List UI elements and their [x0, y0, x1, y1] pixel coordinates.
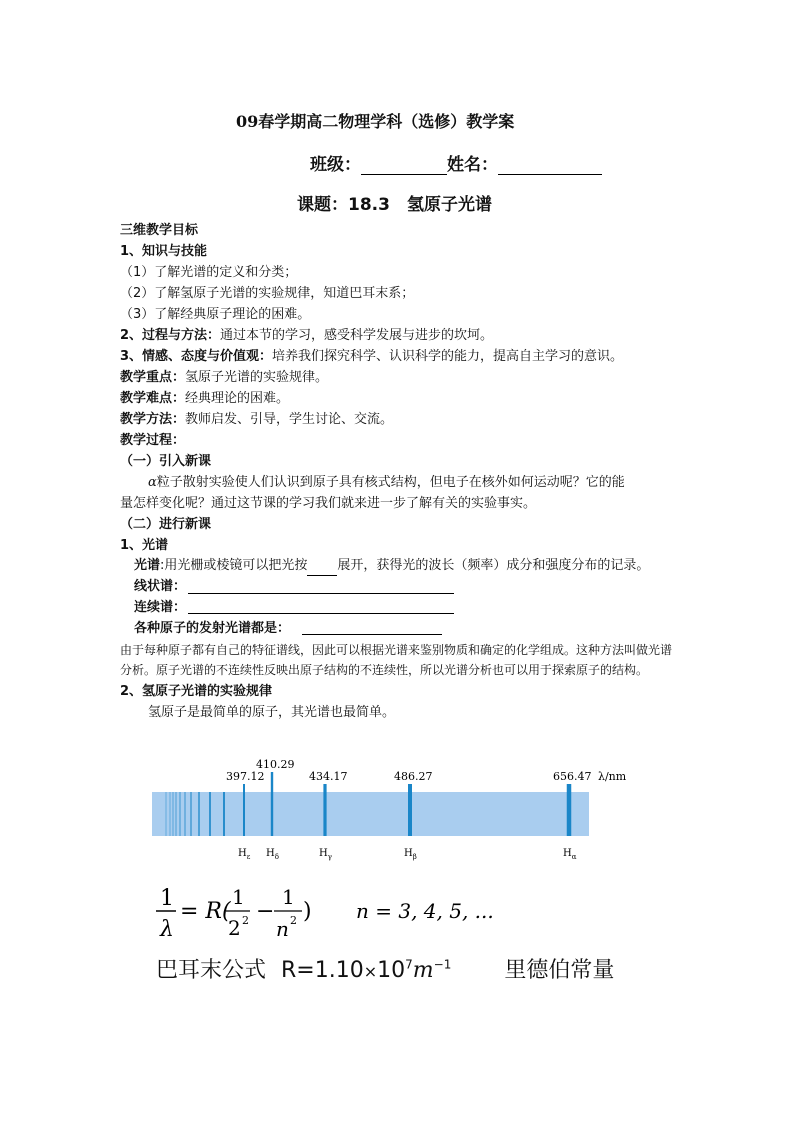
goal-attitude-text: 培养我们探究科学、认识科学的能力，提高自主学习的意识。 — [272, 349, 624, 364]
formula-minus: − — [256, 899, 275, 924]
process-label: 教学过程： — [120, 433, 186, 448]
goal-process-text: 通过本节的学习，感受科学发展与进步的坎坷。 — [220, 328, 494, 343]
f1-numerator: 1 — [232, 885, 245, 909]
spectrum-blank[interactable] — [307, 575, 337, 576]
wavelength-unit: λ/nm — [598, 770, 627, 783]
spectrum-definition — [134, 556, 649, 576]
difficulty-text: 经典理论的困难。 — [185, 391, 290, 406]
goal-item-2: （2）了解氢原子光谱的实验规律，知道巴耳末系； — [120, 286, 415, 301]
hydrogen-spectrum-figure — [0, 752, 794, 872]
f2-numerator: 1 — [282, 885, 295, 909]
line-spectrum-label: 线状谱： — [134, 579, 187, 594]
unit-exponent: −1 — [433, 957, 452, 972]
topic-label: 课题： — [297, 195, 348, 215]
goal-knowledge-heading: 1、知识与技能 — [120, 244, 208, 259]
section1-para-line1 — [148, 473, 625, 493]
name-blank[interactable] — [498, 174, 602, 175]
teaching-difficulty — [120, 389, 289, 409]
line-label-h-alpha: $H_\alpha$ — [563, 848, 577, 861]
focus-label: 教学重点： — [120, 370, 186, 385]
formula-n-range: n = 3, 4, 5, ... — [356, 899, 494, 923]
goal-attitude-label: 3、情感、态度与价值观： — [120, 349, 273, 364]
wavelength-label-656: 656.47 — [553, 770, 592, 783]
line-spectrum-blank[interactable] — [188, 593, 454, 594]
continuous-spectrum-blank[interactable] — [188, 613, 454, 614]
spectrum-band — [152, 792, 589, 836]
section2-para-line2: 分析。原子光谱的不连续性反映出原子结构的不连续性，所以光谱分析也可以用于探索原子的结构。 — [120, 663, 649, 677]
line-label-h-delta: $H_\delta$ — [266, 848, 279, 861]
f1-denominator: 2 — [228, 916, 241, 940]
line-label-h-gamma: $H_\gamma$ — [319, 848, 332, 861]
subsection-hydrogen: 2、氢原子光谱的实验规律 — [120, 684, 273, 699]
line-label-h-beta: $H_\beta$ — [404, 848, 417, 861]
spectrum-label: 光谱 — [134, 558, 161, 573]
subsection-spectrum: 1、光谱 — [120, 538, 169, 553]
line-label-h-epsilon: $H_\varepsilon$ — [238, 848, 251, 861]
lhs-numerator: 1 — [160, 886, 174, 911]
ten-base: 10 — [377, 958, 406, 983]
ten-exponent: 7 — [405, 957, 413, 972]
f1-exponent: 2 — [242, 914, 249, 927]
formula-equals-r: = R( — [180, 899, 231, 924]
r-value: R=1.10 — [281, 958, 364, 983]
hydrogen-intro: 氢原子是最简单的原子，其光谱也最简单。 — [148, 705, 396, 720]
method-text: 教师启发、引导，学生讨论、交流。 — [185, 412, 394, 427]
balmer-formula — [0, 880, 794, 950]
teaching-focus — [120, 368, 328, 388]
difficulty-label: 教学难点： — [120, 391, 186, 406]
section1-para-text-a: 粒子散射实验使人们认识到原子具有核式结构，但电子在核外如何运动呢？它的能 — [156, 475, 625, 490]
method-label: 教学方法： — [120, 412, 186, 427]
focus-text: 氢原子光谱的实验规律。 — [185, 370, 329, 385]
formula-lhs — [156, 886, 176, 942]
emission-blank[interactable] — [302, 634, 442, 635]
topic-row — [297, 190, 492, 215]
section1-para-line2: 量怎样变化呢？通过这节课的学习我们就来进一步了解有关的实验事实。 — [120, 496, 537, 511]
name-label: 姓名： — [447, 155, 498, 175]
formula-close-paren: ) — [303, 899, 312, 924]
continuous-spectrum-label: 连续谱： — [134, 600, 187, 615]
wavelength-label-397: 397.12 — [226, 770, 265, 783]
goal-item-3: （3）了解经典原子理论的困难。 — [120, 307, 311, 322]
formula-name: 巴耳末公式 — [156, 958, 267, 983]
page-title: 09春学期高二物理学科（选修）教学案 — [236, 112, 515, 131]
wavelength-label-486: 486.27 — [394, 770, 433, 783]
section2-para-line1: 由于每种原子都有自己的特征谱线，因此可以根据光谱来鉴别物质和确定的化学组成。这种方法叫做光谱 — [120, 643, 673, 657]
teaching-method — [120, 410, 393, 430]
goal-attitude — [120, 347, 623, 367]
formula-caption — [156, 953, 614, 984]
class-blank[interactable] — [361, 174, 447, 175]
f2-denominator: n — [276, 917, 289, 941]
spectrum-text-a: :用光栅或棱镜可以把光按 — [160, 558, 308, 573]
goal-process-label: 2、过程与方法： — [120, 328, 221, 343]
goal-item-1: （1）了解光谱的定义和分类； — [120, 265, 298, 280]
f2-exponent: 2 — [290, 914, 297, 927]
goals-heading: 三维教学目标 — [120, 223, 199, 238]
goal-process — [120, 326, 493, 346]
emission-label: 各种原子的发射光谱都是： — [134, 621, 291, 636]
wavelength-label-410: 410.29 — [256, 758, 295, 771]
section2-heading: （二）进行新课 — [120, 517, 212, 532]
alpha-symbol: α — [148, 475, 157, 490]
spectrum-text-b: 展开，获得光的波长（频率）成分和强度分布的记录。 — [337, 558, 650, 573]
class-label: 班级： — [310, 155, 361, 175]
times-sign: × — [363, 962, 378, 981]
unit-m: m — [412, 958, 434, 983]
topic-value: 18.3 氢原子光谱 — [348, 195, 492, 215]
lhs-denominator: λ — [160, 917, 174, 942]
fraction-one-over-n-squared — [274, 885, 302, 941]
class-name-row — [310, 150, 602, 175]
section1-heading: （一）引入新课 — [120, 454, 212, 469]
wavelength-label-434: 434.17 — [309, 770, 348, 783]
constant-name: 里德伯常量 — [504, 958, 615, 983]
